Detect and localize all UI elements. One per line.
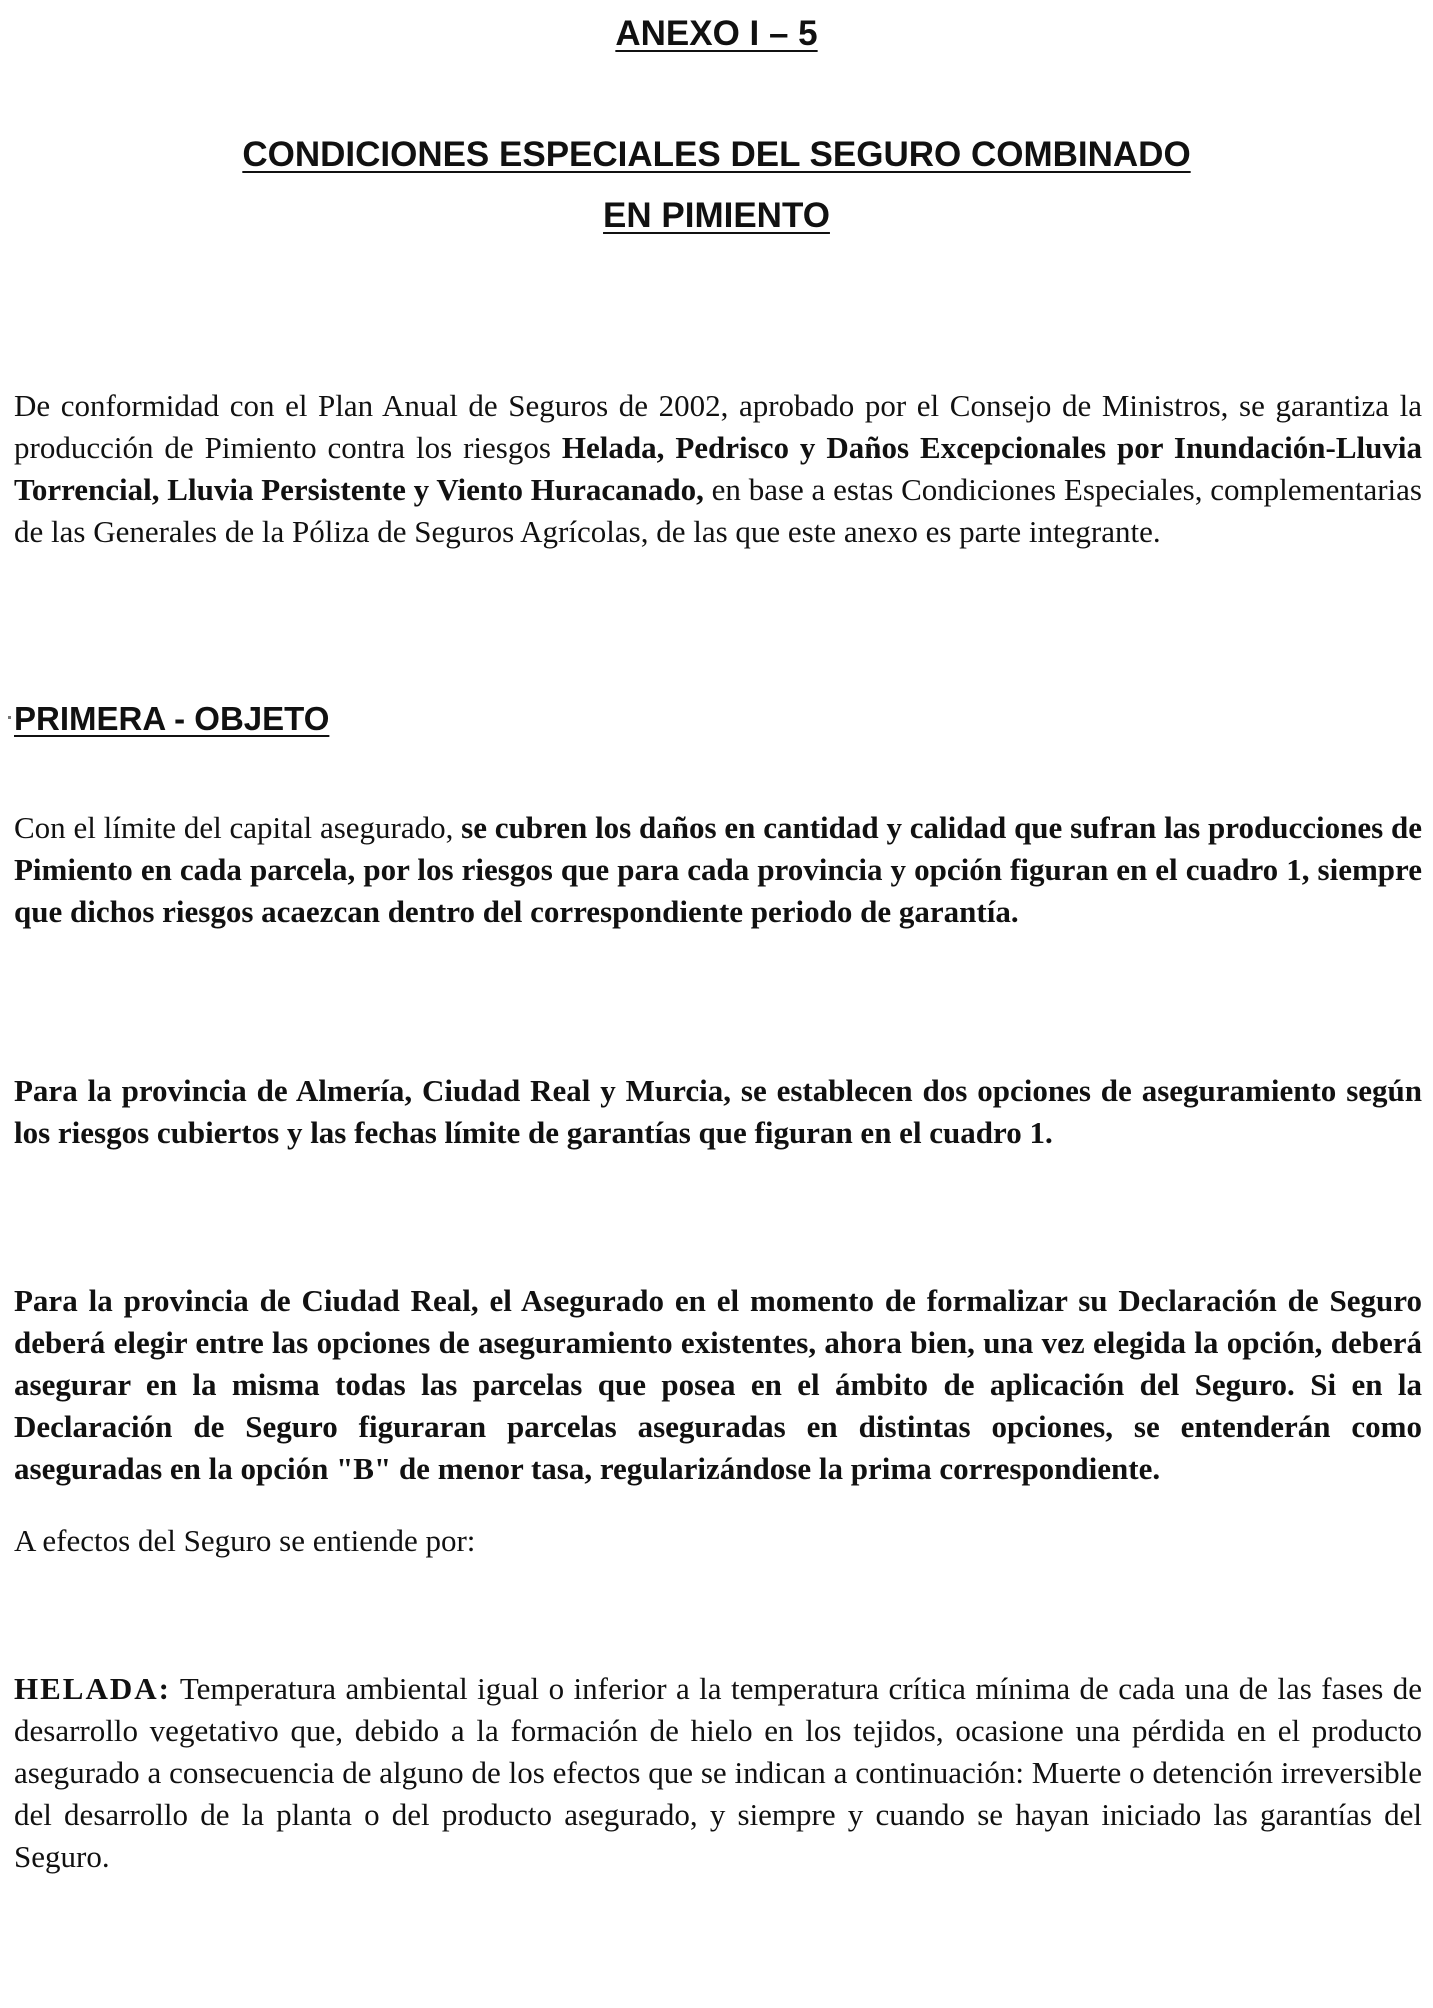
document-title-line-1: CONDICIONES ESPECIALES DEL SEGURO COMBINADO bbox=[242, 135, 1191, 174]
objeto-bold-text: se cubren los daños en cantidad y calidad que sufran las producciones de Pimiento en cada parcela, por los riesgos que para cada provincia y opción figuran en el cuadro 1, siempre que dichos riesgos acaezcan dentro del correspondiente periodo de garantía. bbox=[14, 810, 1422, 929]
helada-definition bbox=[14, 1668, 1422, 1878]
intro-paragraph bbox=[14, 385, 1422, 553]
intro-bold-risks: Helada, Pedrisco y Daños Excepcionales por Inundación-Lluvia Torrencial, Lluvia Persistente y Viento Huracanado, bbox=[14, 430, 1422, 507]
options-paragraph: Para la provincia de Almería, Ciudad Real y Murcia, se establecen dos opciones de aseguramiento según los riesgos cubiertos y las fechas límite de garantías que figuran en el cuadro 1. bbox=[14, 1073, 1422, 1150]
scan-mark bbox=[8, 716, 11, 719]
intro-text-b: en base a estas Condiciones Especiales, complementarias de las Generales de la Póliza de Seguros Agrícolas, de las que este anexo es parte integrante. bbox=[14, 472, 1422, 549]
helada-term: HELADA: bbox=[14, 1671, 171, 1706]
intro-text-a: De conformidad con el Plan Anual de Seguros de 2002, aprobado por el Consejo de Ministros, se garantiza la producción de Pimiento contra los riesgos bbox=[14, 388, 1422, 465]
effects-intro: A efectos del Seguro se entiende por: bbox=[14, 1523, 476, 1558]
section-heading-objeto: PRIMERA - OBJETO bbox=[14, 700, 330, 737]
document-title-line-2: EN PIMIENTO bbox=[603, 196, 830, 235]
annex-label: ANEXO I – 5 bbox=[615, 14, 818, 53]
helada-definition-text: Temperatura ambiental igual o inferior a la temperatura crítica mínima de cada una de las fases de desarrollo vegetativo que, debido a la formación de hielo en los tejidos, ocasione una pérdida en el producto asegurado a consecuencia de alguno de los efectos que se indican a continuación: Muerte o detención irreversible del desarrollo de la planta o del producto asegurado, y siempre y cuando se hayan iniciado las garantías del Seguro. bbox=[14, 1671, 1422, 1874]
objeto-text-a: Con el límite del capital asegurado, bbox=[14, 810, 462, 845]
ciudad-real-paragraph: Para la provincia de Ciudad Real, el Asegurado en el momento de formalizar su Declaración de Seguro deberá elegir entre las opciones de aseguramiento existentes, ahora bien, una vez elegida la opción, deberá asegurar en la misma todas las parcelas que posea en el ámbito de aplicación del Seguro. Si en la Declaración de Seguro figuraran parcelas aseguradas en distintas opciones, se entenderán como aseguradas en la opción "B" de menor tasa, regularizándose la prima correspondiente. bbox=[14, 1283, 1422, 1486]
objeto-paragraph bbox=[14, 807, 1422, 933]
